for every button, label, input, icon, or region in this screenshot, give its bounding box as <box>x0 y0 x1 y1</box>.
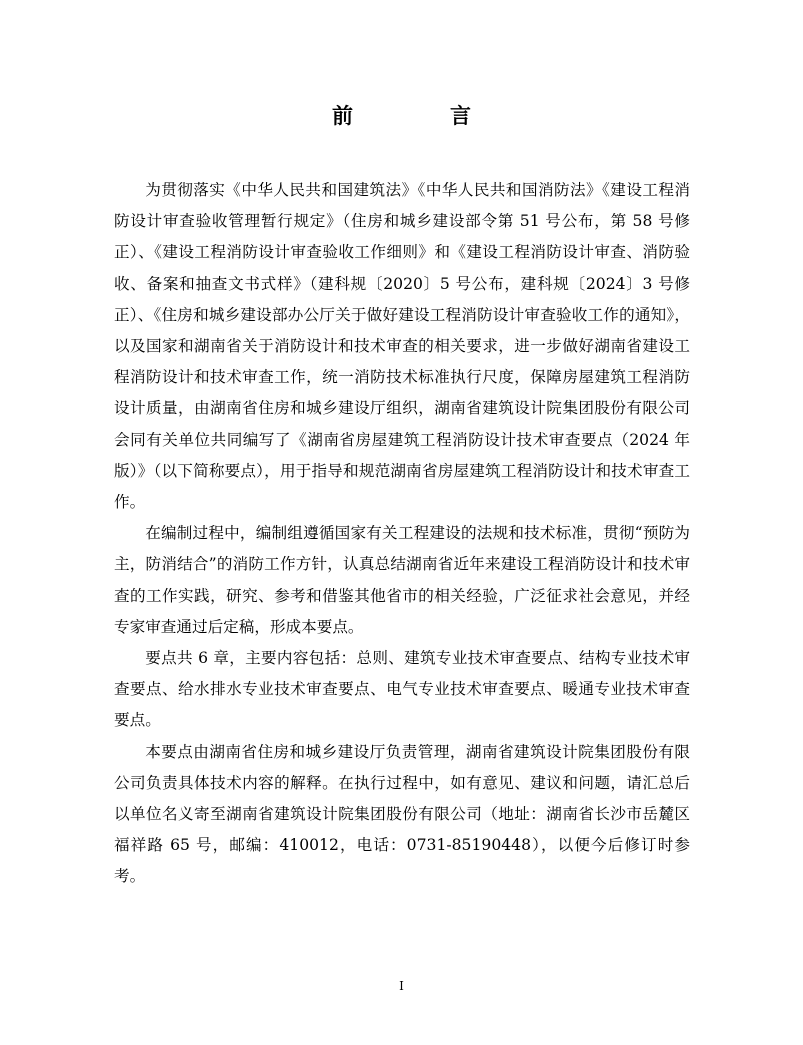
page-title: 前 言 <box>332 103 509 128</box>
paragraph-purpose: 为贯彻落实《中华人民共和国建筑法》《中华人民共和国消防法》《建设工程消防设计审查验收管理暂行规定》（住房和城乡建设部令第 51 号公布，第 58 号修正）、《建设工程消防设计审查验收工作细则》和《建设工程消防设计审查、消防验收、备案和抽查文书式样》（建科规〔2020〕5 号公布，建科规〔2024〕3 号修正）、《住房和城乡建设部办公厅关于做好建设工程消防设计审查验收工作的通知》，以及国家和湖南省关于消防设计和技术审查的相关要求，进一步做好湖南省建设工程消防设计和技术审查工作，统一消防技术标准执行尺度，保障房屋建筑工程消防设计质量，由湖南省住房和城乡建设厅组织，湖南省建筑设计院集团股份有限公司会同有关单位共同编写了《湖南省房屋建筑工程消防设计技术审查要点（2024 年版）》（以下简称要点），用于指导和规范湖南省房屋建筑工程消防设计和技术审查工作。 <box>114 181 690 512</box>
paragraph-compilation-process: 在编制过程中，编制组遵循国家有关工程建设的法规和技术标准，贯彻“预防为主，防消结合”的消防工作方针，认真总结湖南省近年来建设工程消防设计和技术审查的工作实践，研究、参考和借鉴其他省市的相关经验，广泛征求社会意见，并经专家审查通过后定稿，形成本要点。 <box>114 524 690 636</box>
paragraph-contents-summary: 要点共 6 章，主要内容包括：总则、建筑专业技术审查要点、结构专业技术审查要点、给水排水专业技术审查要点、电气专业技术审查要点、暖通专业技术审查要点。 <box>114 649 690 730</box>
paragraph-management-contact: 本要点由湖南省住房和城乡建设厅负责管理，湖南省建筑设计院集团股份有限公司负责具体技术内容的解释。在执行过程中，如有意见、建议和问题，请汇总后以单位名义寄至湖南省建筑设计院集团股份有限公司（地址：湖南省长沙市岳麓区福祥路 65 号，邮编：410012，电话：0731-85190448），以便今后修订时参考。 <box>114 742 690 886</box>
page-number: I <box>399 979 404 993</box>
preface-body <box>114 175 690 893</box>
